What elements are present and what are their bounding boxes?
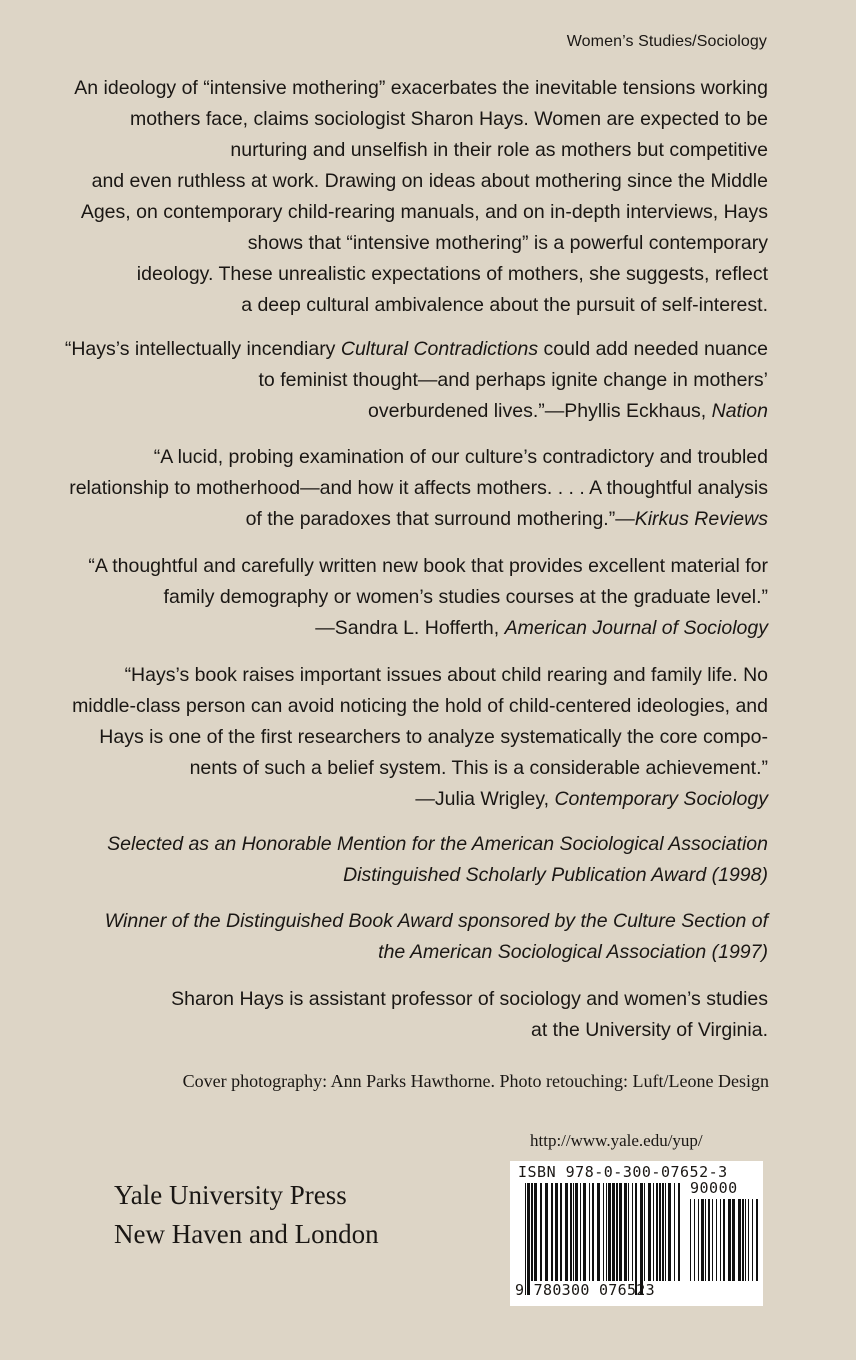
description-line: Ages, on contemporary child-rearing manuals, and on in-depth interviews, Hays — [80, 201, 768, 223]
source-name: Nation — [711, 400, 768, 422]
barcode-bar — [756, 1199, 758, 1281]
barcode-bar — [531, 1183, 533, 1281]
barcode-bar — [690, 1199, 691, 1281]
barcode-bar — [573, 1183, 574, 1281]
description-line: nurturing and unselfish in their role as mothers but competitive — [230, 139, 768, 161]
award-line: Selected as an Honorable Mention for the American Sociological Association — [107, 833, 768, 855]
barcode-bar — [551, 1183, 553, 1281]
price-code: 90000 — [690, 1179, 738, 1197]
barcode-bar — [716, 1199, 717, 1281]
review-line: “A lucid, probing examination of our culture’s contradictory and troubled — [153, 446, 768, 468]
barcode-bar — [583, 1183, 586, 1281]
barcode-bar — [712, 1199, 713, 1281]
description-line: shows that “intensive mothering” is a powerful contemporary — [247, 232, 768, 254]
barcode-bar — [628, 1183, 629, 1281]
book-title: Cultural Contradictions — [340, 338, 539, 360]
review-line: “Hays’s intellectually incendiary Cultural Contradictions could add needed nuance — [64, 338, 768, 360]
barcode-bar — [653, 1183, 654, 1281]
review-line: family demography or women’s studies courses at the graduate level.” — [163, 586, 768, 608]
review-line: “A thoughtful and carefully written new book that provides excellent material for — [88, 555, 768, 577]
description-line: and even ruthless at work. Drawing on ideas about mothering since the Middle — [91, 170, 768, 192]
barcode-bar — [612, 1183, 615, 1281]
review-kirkus — [60, 442, 768, 535]
barcode-bar — [723, 1199, 725, 1281]
barcode-bar — [665, 1183, 666, 1281]
description-line: mothers face, claims sociologist Sharon Hays. Women are expected to be — [129, 108, 768, 130]
award-honorable-mention — [60, 829, 768, 891]
barcode-bar — [608, 1183, 611, 1281]
barcode-bar — [732, 1199, 735, 1281]
review-attribution: overburdened lives.”—Phyllis Eckhaus, Nation — [368, 400, 768, 422]
bio-line: at the University of Virginia. — [531, 1019, 768, 1041]
barcode-bar — [560, 1183, 562, 1281]
barcode-bar — [738, 1199, 741, 1281]
barcode-bar — [616, 1183, 618, 1281]
ean-number: 9 780300 076523 — [515, 1281, 655, 1299]
barcode-bar — [728, 1199, 731, 1281]
author-bio — [60, 984, 768, 1046]
source-name: American Journal of Sociology — [504, 617, 768, 639]
addon-barcode-bars — [690, 1199, 758, 1295]
review-line: “Hays’s book raises important issues about child rearing and family life. No — [124, 664, 768, 686]
category-label: Women’s Studies/Sociology — [566, 33, 767, 50]
award-distinguished-book — [60, 906, 768, 968]
barcode-bar — [659, 1183, 661, 1281]
barcode-bar — [589, 1183, 590, 1281]
review-line: relationship to motherhood—and how it affects mothers. . . . A thoughtful analysis — [69, 477, 768, 499]
review-attribution: of the paradoxes that surround mothering.”—Kirkus Reviews — [245, 508, 768, 530]
barcode-bar — [644, 1183, 645, 1281]
ean-barcode-bars — [525, 1183, 680, 1295]
publisher-imprint — [114, 1176, 379, 1254]
barcode-bar — [606, 1183, 607, 1281]
barcode-bar — [545, 1183, 548, 1281]
isbn-barcode — [510, 1161, 763, 1306]
barcode-bar — [701, 1199, 704, 1281]
description-line: ideology. These unrealistic expectations of mothers, she suggests, reflect — [136, 263, 768, 285]
description-line: a deep cultural ambivalence about the pursuit of self-interest. — [241, 294, 768, 316]
barcode-bar — [640, 1183, 643, 1295]
barcode-bar — [575, 1183, 578, 1281]
barcode-bar — [555, 1183, 558, 1281]
barcode-bar — [694, 1199, 695, 1281]
barcode-bar — [698, 1199, 699, 1281]
source-name: Contemporary Sociology — [554, 788, 768, 810]
award-line: Winner of the Distinguished Book Award sponsored by the Culture Section of — [104, 910, 768, 932]
review-wrigley — [60, 660, 768, 815]
publisher-url: http://www.yale.edu/yup/ — [530, 1131, 703, 1150]
barcode-bar — [742, 1199, 744, 1281]
barcode-bar — [525, 1183, 526, 1295]
barcode-bar — [540, 1183, 542, 1281]
barcode-bar — [565, 1183, 568, 1281]
review-line: to feminist thought—and perhaps ignite change in mothers’ — [258, 369, 768, 391]
publisher-name: Yale University Press — [114, 1180, 347, 1210]
description-line: An ideology of “intensive mothering” exacerbates the inevitable tensions working — [74, 77, 768, 99]
barcode-bar — [748, 1199, 749, 1281]
barcode-bar — [570, 1183, 572, 1281]
barcode-bar — [705, 1199, 706, 1281]
isbn-number: ISBN 978-0-300-07652-3 — [518, 1163, 728, 1181]
review-line: Hays is one of the first researchers to analyze systematically the core compo- — [99, 726, 768, 748]
review-hofferth — [60, 551, 768, 644]
barcode-bar — [656, 1183, 658, 1281]
barcode-bar — [632, 1183, 633, 1281]
review-line: nents of such a belief system. This is a considerable achievement.” — [189, 757, 768, 779]
publisher-location: New Haven and London — [114, 1219, 379, 1249]
barcode-bar — [752, 1199, 753, 1281]
barcode-bar — [674, 1183, 675, 1281]
barcode-bar — [580, 1183, 581, 1281]
review-line: middle-class person can avoid noticing the hold of child-centered ideologies, and — [72, 695, 768, 717]
award-line: the American Sociological Association (1997) — [378, 941, 768, 963]
barcode-bar — [603, 1183, 604, 1281]
book-description — [60, 73, 768, 321]
barcode-bar — [678, 1183, 680, 1281]
review-attribution: —Julia Wrigley, Contemporary Sociology — [415, 788, 768, 810]
cover-credits: Cover photography: Ann Parks Hawthorne. Photo retouching: Luft/Leone Design — [182, 1071, 769, 1091]
barcode-bar — [592, 1183, 594, 1281]
barcode-bar — [624, 1183, 627, 1281]
barcode-bar — [708, 1199, 710, 1281]
review-nation — [60, 334, 768, 427]
source-name: Kirkus Reviews — [634, 508, 768, 530]
barcode-bar — [635, 1183, 637, 1295]
barcode-bar — [527, 1183, 530, 1295]
barcode-bar — [720, 1199, 721, 1281]
award-line: Distinguished Scholarly Publication Award (1998) — [343, 864, 768, 886]
bio-line: Sharon Hays is assistant professor of sociology and women’s studies — [171, 988, 768, 1010]
barcode-bar — [648, 1183, 651, 1281]
review-attribution: —Sandra L. Hofferth, American Journal of Sociology — [315, 617, 768, 639]
barcode-bar — [668, 1183, 671, 1281]
barcode-bar — [662, 1183, 664, 1281]
barcode-bar — [534, 1183, 537, 1281]
barcode-bar — [745, 1199, 746, 1281]
barcode-bar — [619, 1183, 622, 1281]
barcode-bar — [597, 1183, 600, 1281]
